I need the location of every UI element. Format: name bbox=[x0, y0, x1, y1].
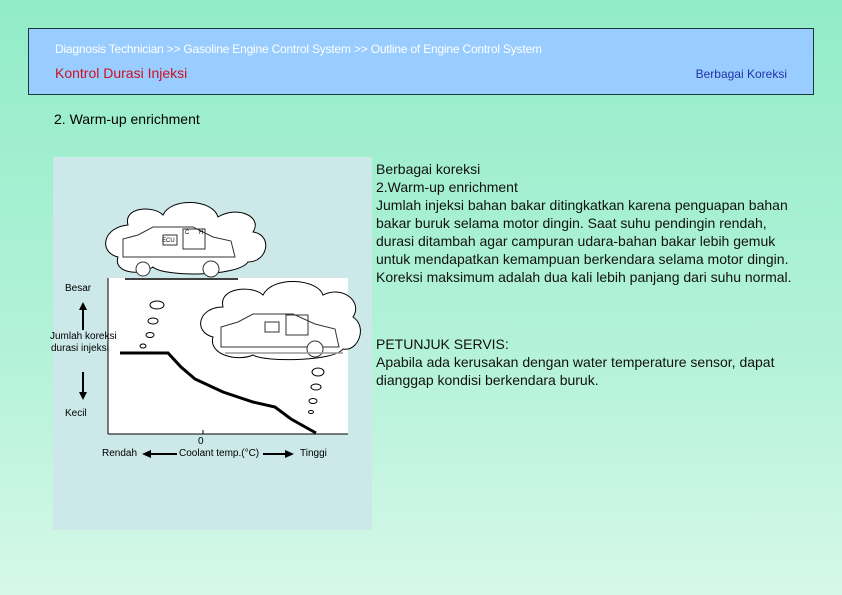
y-axis-top-label: Besar bbox=[65, 283, 92, 294]
section-title: 2. Warm-up enrichment bbox=[54, 111, 200, 127]
service-tip bbox=[376, 335, 796, 389]
gauge-h-label: H bbox=[199, 230, 204, 236]
x-axis-label: Coolant temp.(°C) bbox=[179, 448, 260, 459]
y-axis-label-line1: Jumlah koreksi bbox=[50, 331, 117, 342]
berbagai-koreksi-link[interactable]: Berbagai Koreksi bbox=[695, 67, 787, 81]
ecu-label: ECU bbox=[162, 238, 175, 244]
x-axis-high-label: Tinggi bbox=[300, 448, 327, 459]
body-paragraph: Jumlah injeksi bahan bakar ditingkatkan karena penguapan bahan bakar buruk selama motor dingin. Saat suhu pendingin rendah, durasi ditambah agar campuran udara-bahan bakar lebih gemuk untuk mendapatkan kemampuan berkendara selama motor dingin. Koreksi maksimum adalah dua kali lebih panjang dari suhu normal. bbox=[376, 197, 792, 285]
x-axis-zero-label: 0 bbox=[198, 436, 204, 447]
header-bar bbox=[28, 28, 814, 95]
tip-heading: PETUNJUK SERVIS: bbox=[376, 336, 509, 352]
y-axis-label-line2: durasi injeksi bbox=[51, 343, 109, 354]
gauge-c-label: C bbox=[185, 230, 190, 236]
body-subheading: 2.Warm-up enrichment bbox=[376, 179, 518, 195]
body-text bbox=[376, 160, 796, 286]
tip-text: Apabila ada kerusakan dengan water temperature sensor, dapat dianggap kondisi berkendara buruk. bbox=[376, 354, 775, 388]
warmup-diagram bbox=[50, 157, 372, 530]
body-heading: Berbagai koreksi bbox=[376, 161, 481, 177]
x-axis-low-label: Rendah bbox=[102, 448, 138, 459]
breadcrumb: Diagnosis Technician >> Gasoline Engine Control System >> Outline of Engine Control System bbox=[55, 42, 542, 56]
y-axis-bottom-label: Kecil bbox=[65, 408, 87, 419]
page-title: Kontrol Durasi Injeksi bbox=[55, 65, 188, 81]
